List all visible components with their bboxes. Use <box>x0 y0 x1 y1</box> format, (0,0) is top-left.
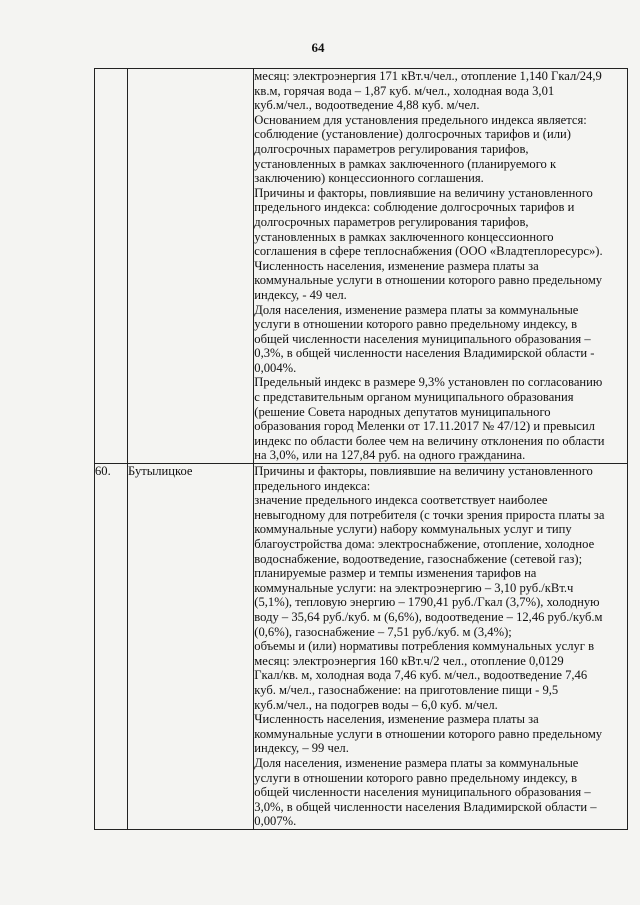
text-line: месяц: электроэнергия 171 кВт.ч/чел., отопление 1,140 Гкал/24,9 <box>254 69 602 83</box>
text-line: Доля населения, изменение размера платы за коммунальные <box>254 302 579 317</box>
text-line: Причины и факторы, повлиявшие на величину установленного <box>254 464 593 479</box>
text-line: услуги в отношении которого равно предельному индексу, в <box>254 317 578 332</box>
text-line: куб.м/чел., на подогрев воды – 6,0 куб. м/чел. <box>254 697 498 712</box>
text-line: 0,3%, в общей численности населения Владимирской области - <box>254 346 595 361</box>
text-line: с представительным органом муниципального образования <box>254 390 574 405</box>
text-line: индексу, – 99 чел. <box>254 741 349 756</box>
text-line: (решение Совета народных депутатов муниципального <box>254 404 551 419</box>
description-paragraph <box>254 756 627 829</box>
text-line: месяц: электроэнергия 160 кВт.ч/2 чел., отопление 0,0129 <box>254 653 564 668</box>
description-paragraph <box>254 69 627 113</box>
text-line: 0,004%. <box>254 360 297 375</box>
row-number-cell: 60. <box>95 464 128 830</box>
text-line: общей численности населения муниципального образования – <box>254 331 591 346</box>
text-line: долгосрочных параметров регулирования тарифов, <box>254 214 529 229</box>
text-line: благоустройства дома: электроснабжение, отопление, холодное <box>254 537 595 551</box>
description-paragraph <box>254 464 627 712</box>
description-paragraph <box>254 259 627 303</box>
text-line: Предельный индекс в размере 9,3% установлен по согласованию <box>254 375 603 390</box>
text-line: планируемые размер и темпы изменения тарифов на <box>254 566 537 581</box>
text-line: индекс по области более чем на величину отклонения по области <box>254 433 605 448</box>
text-line: соблюдение (установление) долгосрочных тарифов и (или) <box>254 127 571 142</box>
text-line: установленных в рамках заключенного (планируемого к <box>254 156 557 171</box>
text-line: общей численности населения муниципального образования – <box>254 785 591 800</box>
text-line: Доля населения, изменение размера платы за коммунальные <box>254 755 579 770</box>
text-line: предельного индекса: <box>254 478 371 493</box>
row-number-cell <box>95 69 128 464</box>
text-line: значение предельного индекса соответствует наиболее <box>254 493 548 508</box>
text-line: коммунальные услуги в отношении которого равно предельному <box>254 726 603 741</box>
text-line: предельного индекса: соблюдение долгосрочных тарифов и <box>254 200 575 215</box>
description-paragraph <box>254 113 627 186</box>
description-paragraph <box>254 712 627 756</box>
table-row <box>95 69 628 464</box>
text-line: Причины и факторы, повлиявшие на величину установленного <box>254 185 593 200</box>
text-line: Численность населения, изменение размера платы за <box>254 258 539 273</box>
table-row <box>95 464 628 830</box>
text-line: 0,007%. <box>254 814 297 829</box>
text-line: Гкал/кв. м, холодная вода 7,46 куб. м/чел., водоотведение 7,46 <box>254 668 588 683</box>
text-line: заключению) концессионного соглашения. <box>254 171 484 186</box>
text-line: коммунальные услуги) набору коммунальных услуг и типу <box>254 522 572 537</box>
description-cell <box>254 69 628 464</box>
text-line: Основанием для установления предельного индекса является: <box>254 112 587 127</box>
text-line: (0,6%), газоснабжение – 7,51 руб./куб. м (3,4%); <box>254 624 512 639</box>
municipality-name-cell <box>128 69 254 464</box>
text-line: куб. м/чел., газоснабжение: на приготовление пищи - 9,5 <box>254 682 559 697</box>
text-line: куб.м/чел., водоотведение 4,88 куб. м/чел. <box>254 98 480 113</box>
index-table <box>94 68 628 830</box>
municipality-name-cell: Бутылицкое <box>128 464 254 830</box>
text-line: (5,1%), тепловую энергию – 1790,41 руб./Гкал (3,7%), холодную <box>254 595 600 610</box>
text-line: коммунальные услуги в отношении которого равно предельному <box>254 273 603 288</box>
text-line: коммунальные услуги: на электроэнергию – 3,10 руб./кВт.ч <box>254 580 574 595</box>
table-body <box>95 69 628 830</box>
text-line: установленных в рамках заключенного концессионного <box>254 229 554 244</box>
text-line: кв.м, горячая вода – 1,87 куб. м/чел., холодная вода 3,01 <box>254 83 555 98</box>
text-line: на 3,0%, или на 127,84 руб. на одного гражданина. <box>254 448 526 463</box>
text-line: 3,0%, в общей численности населения Владимирской области – <box>254 799 597 814</box>
text-line: водоснабжение, водоотведение, газоснабжение (сетевой газ); <box>254 551 583 566</box>
description-paragraph <box>254 375 627 463</box>
text-line: услуги в отношении которого равно предельному индексу, в <box>254 770 578 785</box>
page-number: 64 <box>311 40 325 55</box>
text-line: объемы и (или) нормативы потребления коммунальных услуг в <box>254 639 595 654</box>
text-line: долгосрочных параметров регулирования тарифов, <box>254 141 529 156</box>
text-line: невыгодному для потребителя (с точки зрения прироста платы за <box>254 507 605 522</box>
description-cell <box>254 464 628 830</box>
description-paragraph <box>254 303 627 376</box>
text-line: Численность населения, изменение размера платы за <box>254 712 539 727</box>
description-paragraph <box>254 186 627 259</box>
text-line: образования город Меленки от 17.11.2017 № 47/12) и превысил <box>254 419 595 434</box>
text-line: воду – 35,64 руб./куб. м (6,6%), водоотведение – 12,46 руб./куб.м <box>254 609 603 624</box>
text-line: индексу, - 49 чел. <box>254 287 347 302</box>
text-line: соглашения в сфере теплоснабжения (ООО «Владтеплоресурс»). <box>254 244 603 259</box>
